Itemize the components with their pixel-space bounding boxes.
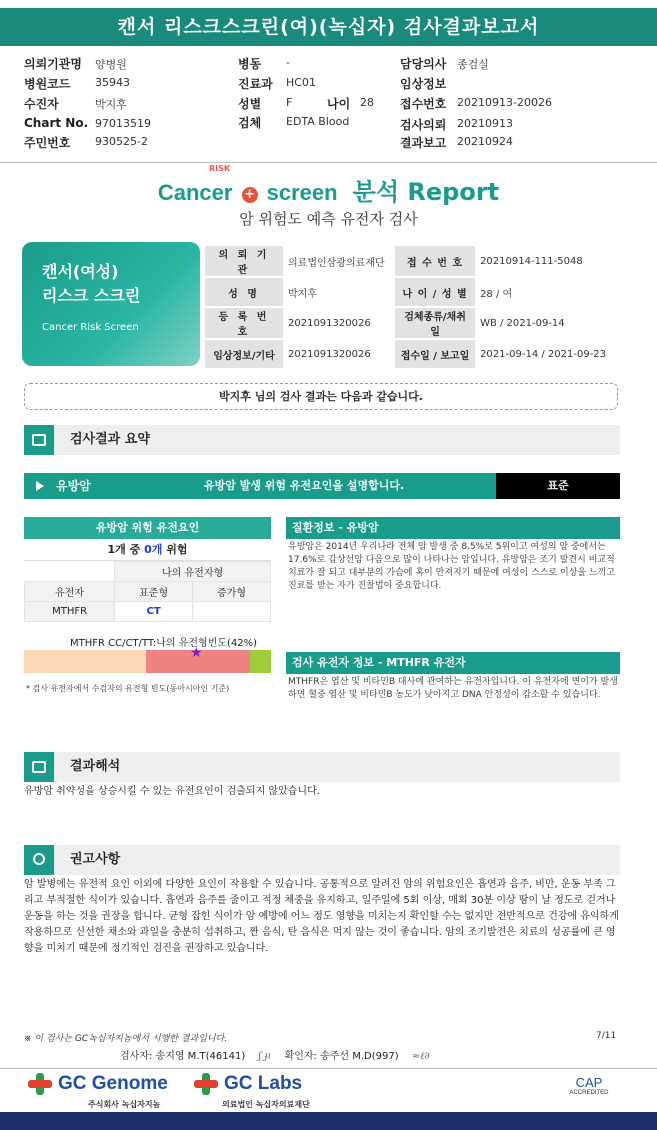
clipboard-icon: [24, 752, 54, 782]
gc-labs-subtitle: 의료법인 녹십자의료재단: [222, 1100, 310, 1109]
sex-value: F: [286, 96, 293, 109]
interpretation-text: 유방암 취약성을 상승시킬 수 있는 유전요인이 검출되지 않았습니다.: [24, 786, 320, 797]
patient-label: 수진자: [24, 97, 59, 111]
gene-box-header: 유방암 위험 유전요인: [24, 517, 271, 539]
my-genotype-star-icon: ★: [190, 645, 203, 661]
confirmer: 확인자: 송주선 M.D(997): [284, 1051, 399, 1062]
cap-subtext: ACCREDITED: [569, 1090, 609, 1096]
divider: [0, 162, 657, 163]
cell-header: 의 뢰 기 관: [205, 246, 283, 277]
cell-value: 2021091320026: [283, 307, 395, 339]
increased-value: [193, 602, 271, 622]
brand-logo: [0, 164, 657, 212]
cell-header: 접 수 번 호: [395, 246, 475, 277]
gc-genome-logo: [28, 1073, 168, 1095]
gc-labs-logo: [194, 1073, 302, 1095]
gene-info-title: 검사 유전자 정보 - MTHFR 유전자: [286, 652, 620, 674]
dept-label: 진료과: [238, 77, 273, 91]
footer-note: ※ 이 검사는 GC녹십자지놈에서 시행한 결과입니다.: [24, 1034, 228, 1044]
examiner: 검사자: 송지영 M.T(46141): [120, 1051, 246, 1062]
risk-tag: RISK: [209, 164, 231, 173]
section-recommendation: [24, 845, 620, 875]
gene-info-text: MTHFR은 엽산 및 비타민B 대사에 관여하는 유전자입니다. 이 유전자에 변이가 발생하면 혈중 엽산 및 비타민B 농도가 낮아지고 DNA 안정성이 감소할 수 있습니다.: [288, 677, 618, 700]
age-value: 28: [360, 96, 374, 109]
category-desc: 유방암 발생 위험 유전요인을 설명합니다.: [204, 479, 405, 492]
gene-risk-box: [24, 517, 271, 622]
cell-value: 2021-09-14 / 2021-09-23: [475, 339, 618, 369]
product-card: [22, 242, 200, 366]
table-row: [25, 582, 271, 602]
cap-accredited-logo: [556, 1075, 622, 1105]
signature-line: [120, 1047, 440, 1062]
count-number: 0개: [144, 543, 163, 556]
cell-header: 성 명: [205, 277, 283, 307]
folder-plus-icon: [24, 425, 54, 455]
section-title: 권고사항: [70, 852, 121, 867]
gc-cross-icon: [194, 1073, 218, 1095]
cell-value: 20210914-111-5048: [475, 246, 618, 277]
disease-info-box: [286, 517, 620, 595]
brand-cancer: Cancer: [157, 180, 233, 205]
table-row: [205, 246, 618, 277]
play-arrow-icon: [36, 481, 44, 491]
sex-label: 성별: [238, 97, 262, 111]
chart-value: 97013519: [95, 117, 151, 130]
report-subtitle: 암 위험도 예측 유전자 검사: [239, 210, 418, 228]
cell-value: 박지후: [283, 277, 395, 307]
result-message: 박지후 님의 검사 결과는 다음과 같습니다.: [24, 383, 618, 410]
category-header: [24, 473, 496, 499]
ward-label: 병동: [238, 57, 262, 71]
patient-table: [205, 246, 618, 370]
cell-value: WB / 2021-09-14: [475, 307, 618, 339]
ward-value: -: [286, 56, 290, 69]
institution-label: 의뢰기관명: [24, 57, 82, 71]
disease-info-text: 유방암은 2014년 우리나라 전체 암 발생 중 8.5%로 5위이고 여성의 암 중에서는 17.6%로 갑상선암 다음으로 많이 나타나는 암입니다. 유방암은 조기 발견시 비교적 치료가 잘 되고 대부분의 가슴에 혹이 만져지기 때문에 여성이 스스로 이상을 느끼고 진료를 받는 자가 진찰법이 중요합니다.: [288, 542, 616, 591]
table-row: [205, 339, 618, 369]
disease-info-title: 질환정보 - 유방암: [286, 517, 620, 539]
age-label: 나이: [327, 97, 351, 111]
receipt-value: 20210913-20026: [457, 96, 552, 109]
section-title: 검사결과 요약: [70, 432, 150, 447]
frequency-label: MTHFR CC/CT/TT:나의 유전형빈도(42%): [70, 638, 258, 649]
cell-value: 2021091320026: [283, 339, 395, 369]
genotype-table: [24, 561, 271, 622]
gene-info-box: [286, 652, 620, 704]
institution-value: 양병원: [95, 58, 127, 71]
plus-icon: +: [242, 187, 258, 203]
bottom-strip: [0, 1112, 657, 1130]
ssn-value: 930525-2: [95, 135, 148, 148]
cap-text: CAP: [575, 1075, 603, 1090]
cell-header: 나 이 / 성 별: [395, 277, 475, 307]
empty-cell: [25, 562, 115, 582]
my-genotype-header: 나의 유전자형: [115, 562, 271, 582]
section-title: 결과해석: [70, 759, 121, 774]
request-label: 검사의뢰: [400, 118, 447, 132]
table-row: [205, 277, 618, 307]
request-info: [0, 53, 657, 153]
gc-genome-text: GC Genome: [58, 1073, 168, 1095]
gene-name: MTHFR: [25, 602, 115, 622]
doctor-label: 담당의사: [400, 57, 447, 71]
specimen-label: 검체: [238, 116, 262, 130]
doctor-value: 종검실: [457, 58, 489, 71]
section-interpretation: [24, 752, 620, 782]
cell-header: 등 록 번 호: [205, 307, 283, 339]
section-summary: [24, 425, 620, 455]
request-value: 20210913: [457, 117, 513, 130]
footer-divider: [0, 1068, 657, 1069]
chart-label: Chart No.: [24, 116, 89, 130]
frequency-note: * 검사 유전자에서 수검자의 유전형 빈도(동아시아인 기준): [26, 684, 230, 693]
doctor-icon: [24, 845, 54, 875]
recommendation-text: 암 발병에는 유전적 요인 이외에 다양한 요인이 작용할 수 있습니다. 공통적으로 알려진 암의 위험요인은 흡연과 음주, 비만, 운동 부족 그리고 부적절한 식이가 있습니다. 흡연과 음주를 줄이고 적정 체중을 유지하고, 일주일에 5회 이상, 매회 30분 이상 땀이 날 정도로 걷거나 운동을 하는 것을 권장을 합니다. 균형 잡힌 식이가 암 예방에 어느 정도 영향을 미치는지 확인할 수는 없지만 전반적으로 건강에 유익하게 작용하므로 신선한 채소와 과일을 충분히 섭취하고, 짠 음식, 탄 음식은 먹지 않는 것이 좋습니다. 암의 조기발견은 치료의 성공률에 큰 영향을 미치기 때문에 정기적인 검진을 권장하고 있습니다.: [24, 879, 619, 954]
category-bar: [24, 473, 620, 499]
receipt-label: 접수번호: [400, 97, 447, 111]
increased-col-header: 증가형: [193, 582, 271, 602]
cell-header: 검체종류/채취일: [395, 307, 475, 339]
ssn-label: 주민번호: [24, 136, 71, 150]
patient-value: 박지후: [95, 98, 127, 111]
card-title-1: 캔서(여성): [42, 262, 119, 281]
gc-cross-icon: [28, 1073, 52, 1095]
count-prefix: 1개 중: [107, 543, 145, 556]
cell-value: 의료법인삼광의료재단: [283, 246, 395, 277]
gc-labs-text: GC Labs: [224, 1073, 303, 1095]
report-title: 캔서 리스크스크린(여)(녹십자) 검사결과보고서: [0, 8, 657, 46]
dept-value: HC01: [286, 76, 316, 89]
report-date-label: 결과보고: [400, 136, 447, 150]
page-number: 7/11: [596, 1031, 617, 1041]
standard-value: CT: [115, 602, 193, 622]
table-row: [25, 562, 271, 582]
frequency-bar: [24, 650, 271, 673]
card-title-2: 리스크 스크린: [42, 286, 141, 305]
hospital-code-value: 35943: [95, 76, 130, 89]
table-row: [25, 602, 271, 622]
cell-header: 접수일 / 보고일: [395, 339, 475, 369]
count-suffix: 위험: [162, 543, 188, 556]
brand-screen: screen: [266, 180, 338, 205]
report-date-value: 20210924: [457, 135, 513, 148]
bar-segment-tt: [250, 650, 271, 673]
bar-segment-cc: [24, 650, 146, 673]
cell-header: 임상정보/기타: [205, 339, 283, 369]
specimen-value: EDTA Blood: [286, 115, 350, 128]
gene-col-header: 유전자: [25, 582, 115, 602]
cell-value: 28 / 여: [475, 277, 618, 307]
category-name: 유방암: [56, 479, 91, 493]
examiner-signature-icon: ʃ ɟɩ: [258, 1051, 272, 1062]
gc-genome-subtitle: 주식회사 녹십자지놈: [88, 1100, 161, 1109]
hospital-code-label: 병원코드: [24, 77, 71, 91]
risk-count: [24, 539, 271, 561]
clinical-label: 임상정보: [400, 77, 447, 91]
risk-badge: 표준: [496, 473, 620, 499]
standard-col-header: 표준형: [115, 582, 193, 602]
card-title-en: Cancer Risk Screen: [42, 322, 139, 333]
brand-report: 분석 Report: [352, 178, 500, 206]
table-row: [205, 307, 618, 339]
confirmer-signature-icon: ≈ℓ∂: [411, 1051, 430, 1062]
